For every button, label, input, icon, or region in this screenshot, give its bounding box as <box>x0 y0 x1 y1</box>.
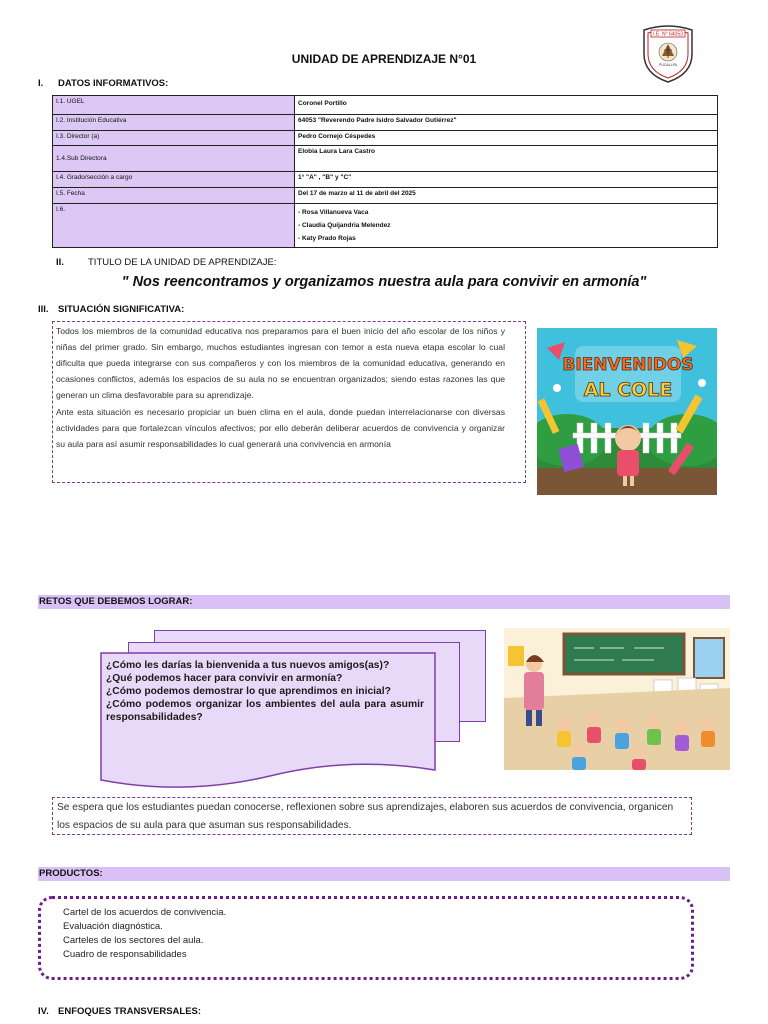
section-title: TITULO DE LA UNIDAD DE APRENDIZAJE: <box>88 257 277 268</box>
challenge-question: ¿Cómo podemos demostrar lo que aprendimos en inicial? <box>106 686 391 697</box>
section-number: III. <box>38 304 49 315</box>
row-value: 64053 "Reverendo Padre Isidro Salvador Gutiérrez" <box>295 115 718 131</box>
row-value-team <box>295 204 718 248</box>
school-seal-logo <box>640 24 696 84</box>
products-box <box>38 896 694 980</box>
row-label: I.4. Grado/sección a cargo <box>53 172 295 188</box>
seal-text: I.E. N° 64053 <box>653 31 683 38</box>
classroom-illustration <box>504 628 730 770</box>
challenges-list <box>106 659 424 724</box>
section-heading-situacion <box>38 304 184 315</box>
product-item: Evaluación diagnóstica. <box>63 921 163 932</box>
section-heading-titulo <box>56 257 276 268</box>
section-title: DATOS INFORMATIVOS: <box>58 78 169 89</box>
welcome-text-line2: AL COLE <box>583 379 673 401</box>
row-label: I.5. Fecha <box>53 188 295 204</box>
challenge-question: ¿Cómo les darías la bienvenida a tus nuevos amigos(as)? <box>106 660 390 671</box>
table-row <box>53 96 718 115</box>
products-heading: PRODUCTOS: <box>38 867 730 881</box>
welcome-text-line1: BIENVENIDOS <box>562 355 694 375</box>
row-label: 1.4.Sub Directora <box>53 146 295 172</box>
section-number: IV. <box>38 1006 49 1017</box>
document-title: UNIDAD DE APRENDIZAJE N°01 <box>291 52 477 66</box>
table-row <box>53 131 718 146</box>
situation-paragraph: Todos los miembros de la comunidad educativa nos preparamos para el buen inicio del año escolar de los niños y niñas del primer grado. Sin embargo, muchos estudiantes ingresan con temor a esta nueva etapa escolar lo cual dificulta que pueda integrarse con sus compañeros y con los miembros de la comunidad educativa, generando en ocasiones conflictos, además los espacios de su aula no se encuentran organizados; siendo estas razones las que generan un clima desfavorable para su aprendizaje. <box>56 326 505 400</box>
challenge-question: ¿Qué podemos hacer para convivir en armonía? <box>106 673 343 684</box>
section-heading-enfoques <box>38 1006 201 1017</box>
table-row <box>53 115 718 131</box>
challenge-question: ¿Cómo podemos organizar los ambientes del aula para asumir responsabilidades? <box>106 699 424 723</box>
row-value: Pedro Cornejo Céspedes <box>295 131 718 146</box>
info-table <box>52 95 718 248</box>
row-value: Coronel Portillo <box>295 96 718 115</box>
product-item: Cartel de los acuerdos de convivencia. <box>63 907 227 918</box>
unit-title: " Nos reencontramos y organizamos nuestra aula para convivir en armonía" <box>121 274 647 290</box>
product-item: Carteles de los sectores del aula. <box>63 935 204 946</box>
row-value: Elobia Laura Lara Castro <box>295 146 718 172</box>
section-title: SITUACIÓN SIGNIFICATIVA: <box>58 304 185 315</box>
row-label: I.3. Director (a) <box>53 131 295 146</box>
team-member: - Claudia Quijandria Melendez <box>298 222 391 229</box>
table-row <box>53 204 718 248</box>
welcome-illustration <box>537 328 717 495</box>
section-heading-datos <box>38 78 168 89</box>
section-number: I. <box>38 78 44 89</box>
situation-paragraph: Ante esta situación es necesario propiciar un buen clima en el aula, donde puedan interrelacionarse con diversas actividades para que fortalezcan vínculos afectivos; por ello deberán deliberar acuerdos de convivencia y organizar su aula para así asumir responsabilidades lo cual generará una convivencia en armonía <box>56 407 505 449</box>
row-label: I.1. UGEL <box>53 96 295 115</box>
row-label: I.2. Institución Educativa <box>53 115 295 131</box>
seal-subtext: PUCALLPA <box>658 63 678 67</box>
situation-text-box <box>52 321 526 483</box>
team-member: - Rosa Villanueva Vaca <box>298 209 369 216</box>
section-number: II. <box>56 257 64 268</box>
table-row <box>53 188 718 204</box>
team-member: - Katy Prado Rojas <box>298 235 356 242</box>
row-value: Del 17 de marzo al 11 de abril del 2025 <box>295 188 718 204</box>
row-value: 1° "A" , "B" y "C" <box>295 172 718 188</box>
table-row <box>53 172 718 188</box>
challenges-heading: RETOS QUE DEBEMOS LOGRAR: <box>38 595 730 609</box>
expectation-text-box: Se espera que los estudiantes puedan conocerse, reflexionen sobre sus aprendizajes, elaboren sus acuerdos de convivencia, organicen los espacios de su aula para que asuman sus responsabilidades. <box>52 797 692 835</box>
product-item: Cuadro de responsabilidades <box>63 949 187 960</box>
row-label: I.6. <box>53 204 295 248</box>
table-row <box>53 146 718 172</box>
section-title: ENFOQUES TRANSVERSALES: <box>58 1006 202 1017</box>
